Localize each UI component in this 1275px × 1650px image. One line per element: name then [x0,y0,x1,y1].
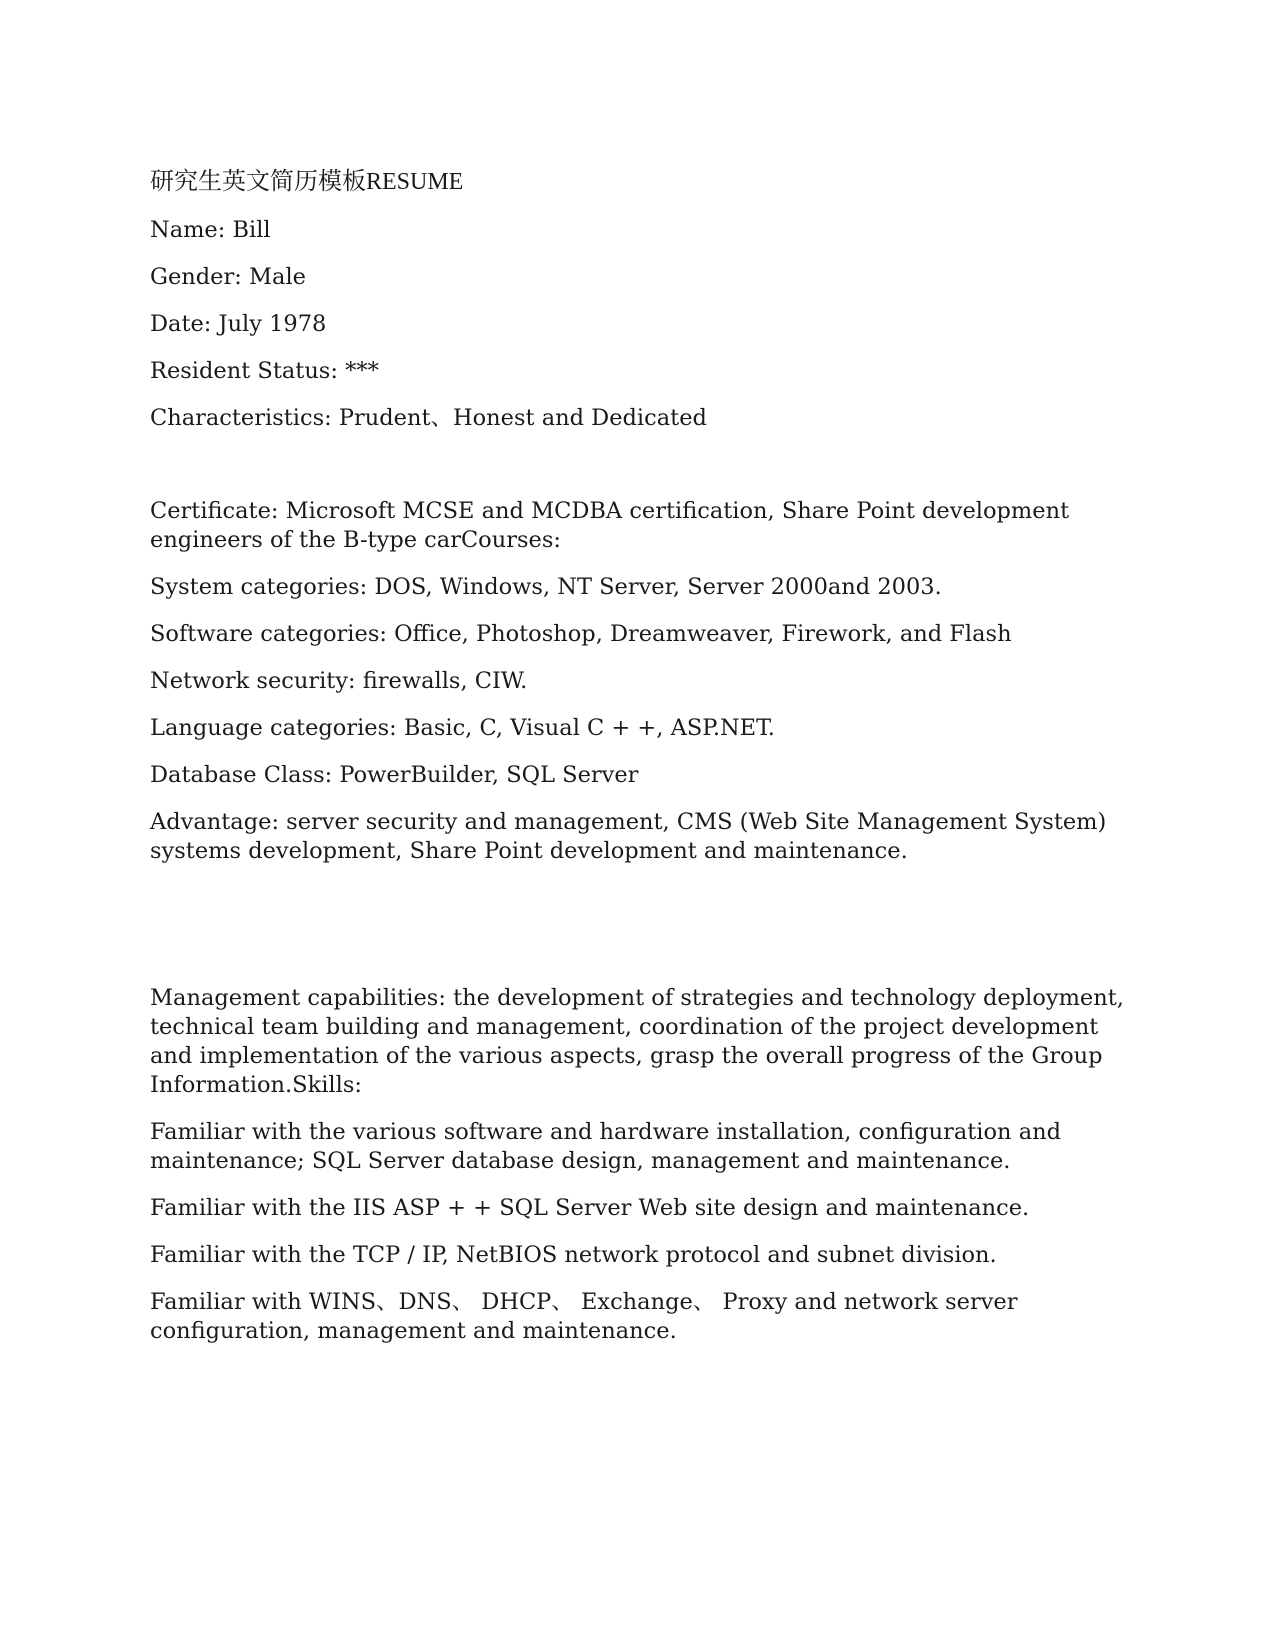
database-class-line: Database Class: PowerBuilder, SQL Server [150,762,639,788]
skill-item: Familiar with the IIS ASP + + SQL Server Web site design and maintenance. [150,1195,1030,1221]
resident-status-line: Resident Status: *** [150,358,379,384]
network-security-line: Network security: firewalls, CIW. [150,668,528,694]
gender-line: Gender: Male [150,264,306,290]
skill-item: Familiar with WINS、DNS、 DHCP、 Exchange、 Proxy and network server configuration, management and maintenance. [150,1289,1018,1344]
advantage-paragraph: Advantage: server security and management, CMS (Web Site Management System) systems development, Share Point development and maintenance. [150,809,1107,864]
language-categories-line: Language categories: Basic, C, Visual C + +, ASP.NET. [150,715,775,741]
skill-item: Familiar with the various software and hardware installation, configuration and maintenance; SQL Server database design, management and maintenance. [150,1119,1061,1174]
certificate-paragraph: Certificate: Microsoft MCSE and MCDBA certification, Share Point development engineers of the B-type carCourses: [150,498,1070,553]
blank-spacer [150,884,1130,984]
characteristics-line: Characteristics: Prudent、Honest and Dedicated [150,405,707,431]
software-categories-line: Software categories: Office, Photoshop, Dreamweaver, Firework, and Flash [150,621,1012,647]
date-line: Date: July 1978 [150,311,327,337]
blank-spacer [150,451,1130,497]
resume-title: 研究生英文简历模板RESUME [150,169,464,195]
system-categories-line: System categories: DOS, Windows, NT Server, Server 2000and 2003. [150,574,942,600]
resume-body [150,168,1130,1364]
skill-item: Familiar with the TCP / IP, NetBIOS network protocol and subnet division. [150,1242,997,1268]
name-line: Name: Bill [150,217,271,243]
management-paragraph: Management capabilities: the development of strategies and technology deployment, technical team building and management, coordination of the project development and implementation of the various aspects, grasp the overall progress of the Group Information.Skills: [150,985,1124,1098]
